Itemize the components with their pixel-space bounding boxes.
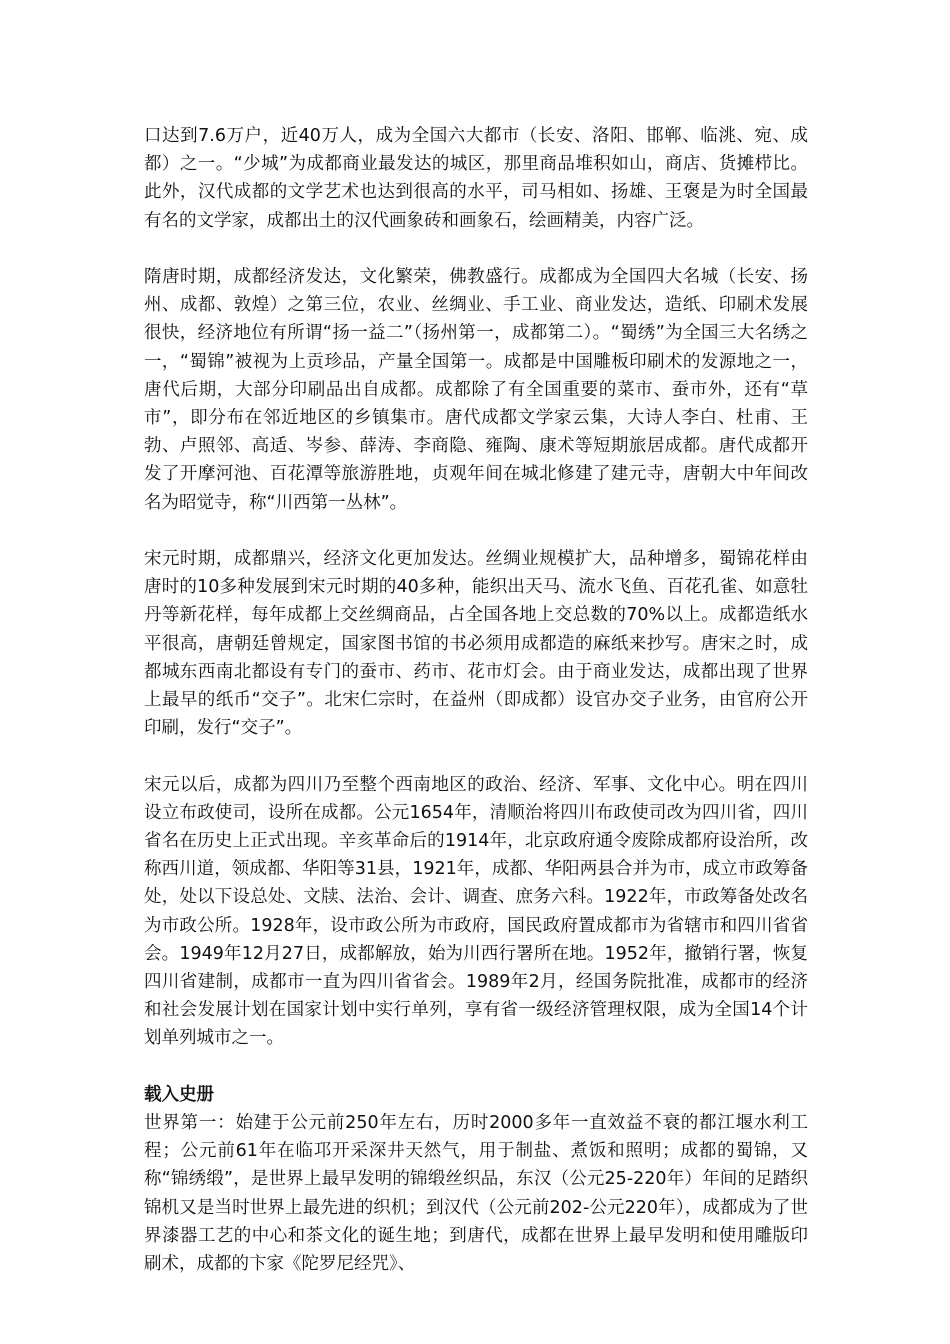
paragraph-after-song-yuan: 宋元以后，成都为四川乃至整个西南地区的政治、经济、军事、文化中心。明在四川设立布政使司，设所在成都。公元1654年，清顺治将四川布政使司改为四川省，四川省名在历史上正式出现。辛亥革命后的1914年，北京政府通令废除成都府设治所，改称西川道，领成都、华阳等31县，1921年，成都、华阳两县合并为市，成立市政筹备处，处以下设总处、文牍、法治、会计、调查、庶务六科。1922年，市政筹备处改名为市政公所。1928年，设市政公所为市政府，国民政府置成都市为省辖市和四川省省会。1949年12月27日，成都解放，始为川西行署所在地。1952年，撤销行署，恢复四川省建制，成都市一直为四川省省会。1989年2月，经国务院批准，成都市的经济和社会发展计划在国家计划中实行单列，享有省一级经济管理权限，成为全国14个计划单列城市之一。 [144, 774, 808, 1049]
section-heading: 载入史册 [144, 1084, 214, 1105]
paragraph-song-yuan: 宋元时期，成都鼎兴，经济文化更加发达。丝绸业规模扩大，品种增多，蜀锦花样由唐时的10多种发展到宋元时期的40多种，能织出天马、流水飞鱼、百花孔雀、如意牡丹等新花样，每年成都上交丝绸商品，占全国各地上交总数的70%以上。成都造纸水平很高，唐朝廷曾规定，国家图书馆的书必须用成都造的麻纸来抄写。唐宋之时，成都城东西南北都设有专门的蚕市、药市、花市灯会。由于商业发达，成都出现了世界上最早的纸币“交子”。北宋仁宗时，在益州（即成都）设官办交子业务，由官府公开印刷，发行“交子”。 [144, 549, 808, 739]
document-page [144, 122, 808, 1278]
paragraph-sui-tang: 隋唐时期，成都经济发达，文化繁荣，佛教盛行。成都成为全国四大名城（长安、扬州、成都、敦煌）之第三位，农业、丝绸业、手工业、商业发达，造纸、印刷术发展很快，经济地位有所谓“扬一益二”（扬州第一，成都第二）。“蜀绣”为全国三大名绣之一，“蜀锦”被视为上贡珍品，产量全国第一。成都是中国雕板印刷术的发源地之一，唐代后期，大部分印刷品出自成都。成都除了有全国重要的菜市、蚕市外，还有“草市”，即分布在邻近地区的乡镇集市。唐代成都文学家云集，大诗人李白、杜甫、王勃、卢照邻、高适、岑参、薛涛、李商隐、雍陶、康术等短期旅居成都。唐代成都开发了开摩河池、百花潭等旅游胜地，贞观年间在城北修建了建元寺，唐朝大中年间改名为昭觉寺，称“川西第一丛林”。 [144, 267, 808, 513]
paragraph-han-dynasty: 口达到7.6万户，近40万人，成为全国六大都市（长安、洛阳、邯郸、临洮、宛、成都）之一。“少城”为成都商业最发达的城区，那里商品堆积如山，商店、货摊栉比。此外，汉代成都的文学艺术也达到很高的水平，司马相如、扬雄、王褒是为时全国最有名的文学家，成都出土的汉代画象砖和画象石，绘画精美，内容广泛。 [144, 126, 808, 231]
paragraph-world-firsts: 世界第一：始建于公元前250年左右，历时2000多年一直效益不衰的都江堰水利工程；公元前61年在临邛开采深井天然气，用于制盐、煮饭和照明；成都的蜀锦，又称“锦绣缎”，是世界上最早发明的锦缎丝织品，东汉（公元25-220年）年间的足踏织锦机又是当时世界上最先进的织机；到汉代（公元前202-公元220年），成都成为了世界漆器工艺的中心和茶文化的诞生地；到唐代，成都在世界上最早发明和使用雕版印刷术，成都的卞家《陀罗尼经咒》、 [144, 1113, 808, 1275]
